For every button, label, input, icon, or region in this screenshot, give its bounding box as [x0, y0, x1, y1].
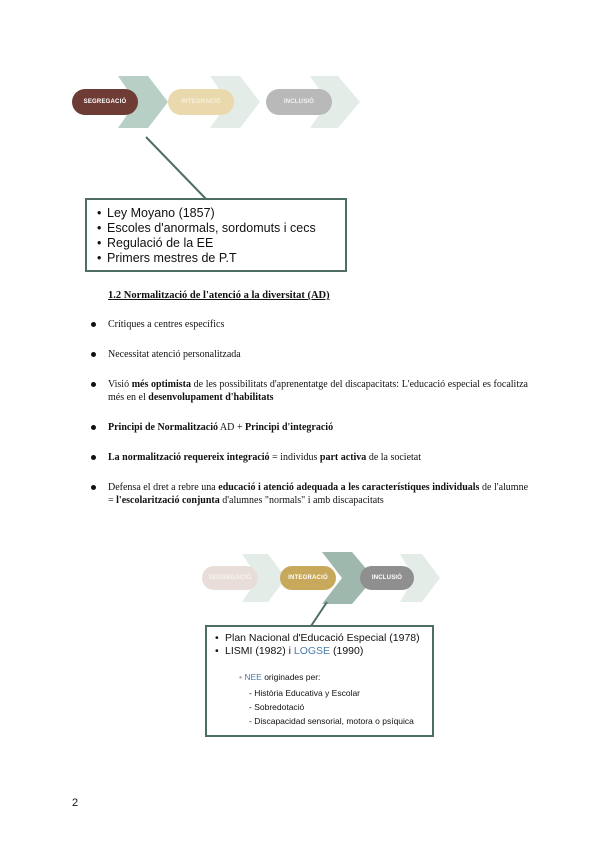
- sub-list: [249, 686, 414, 728]
- callout-item: • Plan Nacional d'Educació Especial (1978): [225, 632, 425, 645]
- step-integracio: [280, 566, 336, 590]
- bullet-item: [88, 481, 528, 507]
- bold-text: La normalització requereix integració: [108, 452, 270, 463]
- step-label: SEGREGACIÓ: [83, 99, 127, 105]
- callout-item: • Regulació de la EE: [107, 236, 345, 251]
- text-run: = individus: [269, 452, 320, 463]
- connector-line: [140, 135, 210, 205]
- bold-text: desenvolupament d'habilitats: [148, 392, 274, 403]
- text-run: AD +: [217, 422, 246, 433]
- section-heading: 1.2 Normalització de l'atenció a la diversitat (AD): [108, 290, 330, 301]
- sub-item: - Discapacidad sensorial, motora o psíquica: [249, 716, 414, 726]
- step-integracio: [168, 89, 234, 115]
- bold-text: més optimista: [131, 379, 191, 390]
- text-run: d'alumnes "normals" i amb discapacitats: [219, 495, 384, 506]
- step-inclusio: [360, 566, 414, 590]
- bullet-item: [88, 451, 528, 464]
- bullet-item: [88, 318, 528, 331]
- bold-text: part activa: [319, 452, 367, 463]
- sub-heading: • NEE originades per:: [239, 672, 321, 682]
- bullet-item: [88, 421, 528, 434]
- step-label: INTEGRACIÓ: [181, 99, 221, 105]
- bullet-item: [88, 348, 528, 361]
- sub-item: - Història Educativa y Escolar: [249, 688, 361, 698]
- text-run: Defensa el dret a rebre una: [108, 482, 219, 493]
- callout-list: [87, 200, 345, 266]
- step-label: INTEGRACIÓ: [288, 575, 328, 581]
- top-callout: [85, 198, 347, 272]
- step-segregacio: [202, 566, 258, 590]
- bottom-callout: [205, 625, 434, 737]
- callout-item: • Escoles d'anormals, sordomuts i cecs: [107, 221, 345, 236]
- step-inclusio: [266, 89, 332, 115]
- text-run: de les possibilitats d'aprenentatge del discapacitats: L'educació especial es focalitza més en el: [108, 379, 528, 403]
- callout-item: • Ley Moyano (1857): [107, 206, 345, 221]
- step-label: SEGREGACIÓ: [208, 575, 252, 581]
- bullet-item: [88, 378, 528, 404]
- nee-suffix: originades per:: [261, 672, 321, 682]
- text-run: Visió: [108, 379, 132, 390]
- text-run: de l'alumne =: [108, 482, 529, 506]
- page-number: 2: [72, 797, 79, 809]
- text-run: de la societat: [366, 452, 422, 463]
- top-diagram: [70, 72, 370, 142]
- callout-item: • Primers mestres de P.T: [107, 251, 345, 266]
- step-label: INCLUSIÓ: [371, 575, 403, 581]
- step-segregacio: [72, 89, 138, 115]
- sub-item: - Sobredotació: [249, 702, 305, 712]
- callout-item: • LISMI (1982) i LOGSE (1990): [225, 645, 432, 658]
- step-label: INCLUSIÓ: [283, 99, 315, 105]
- section-bullets: [88, 318, 528, 524]
- bold-text: educació i atenció adequada a les característiques individuals: [218, 482, 480, 493]
- bold-text: Principi de Normalització: [108, 422, 218, 433]
- text-run: Crítiques a centres específics: [108, 319, 225, 330]
- callout-list: [207, 627, 432, 658]
- bold-text: l'escolarització conjunta: [116, 495, 220, 506]
- nee-label: NEE: [244, 672, 262, 682]
- bold-text: Principi d'integració: [245, 422, 334, 433]
- text-run: Necessitat atenció personalitzada: [108, 349, 241, 360]
